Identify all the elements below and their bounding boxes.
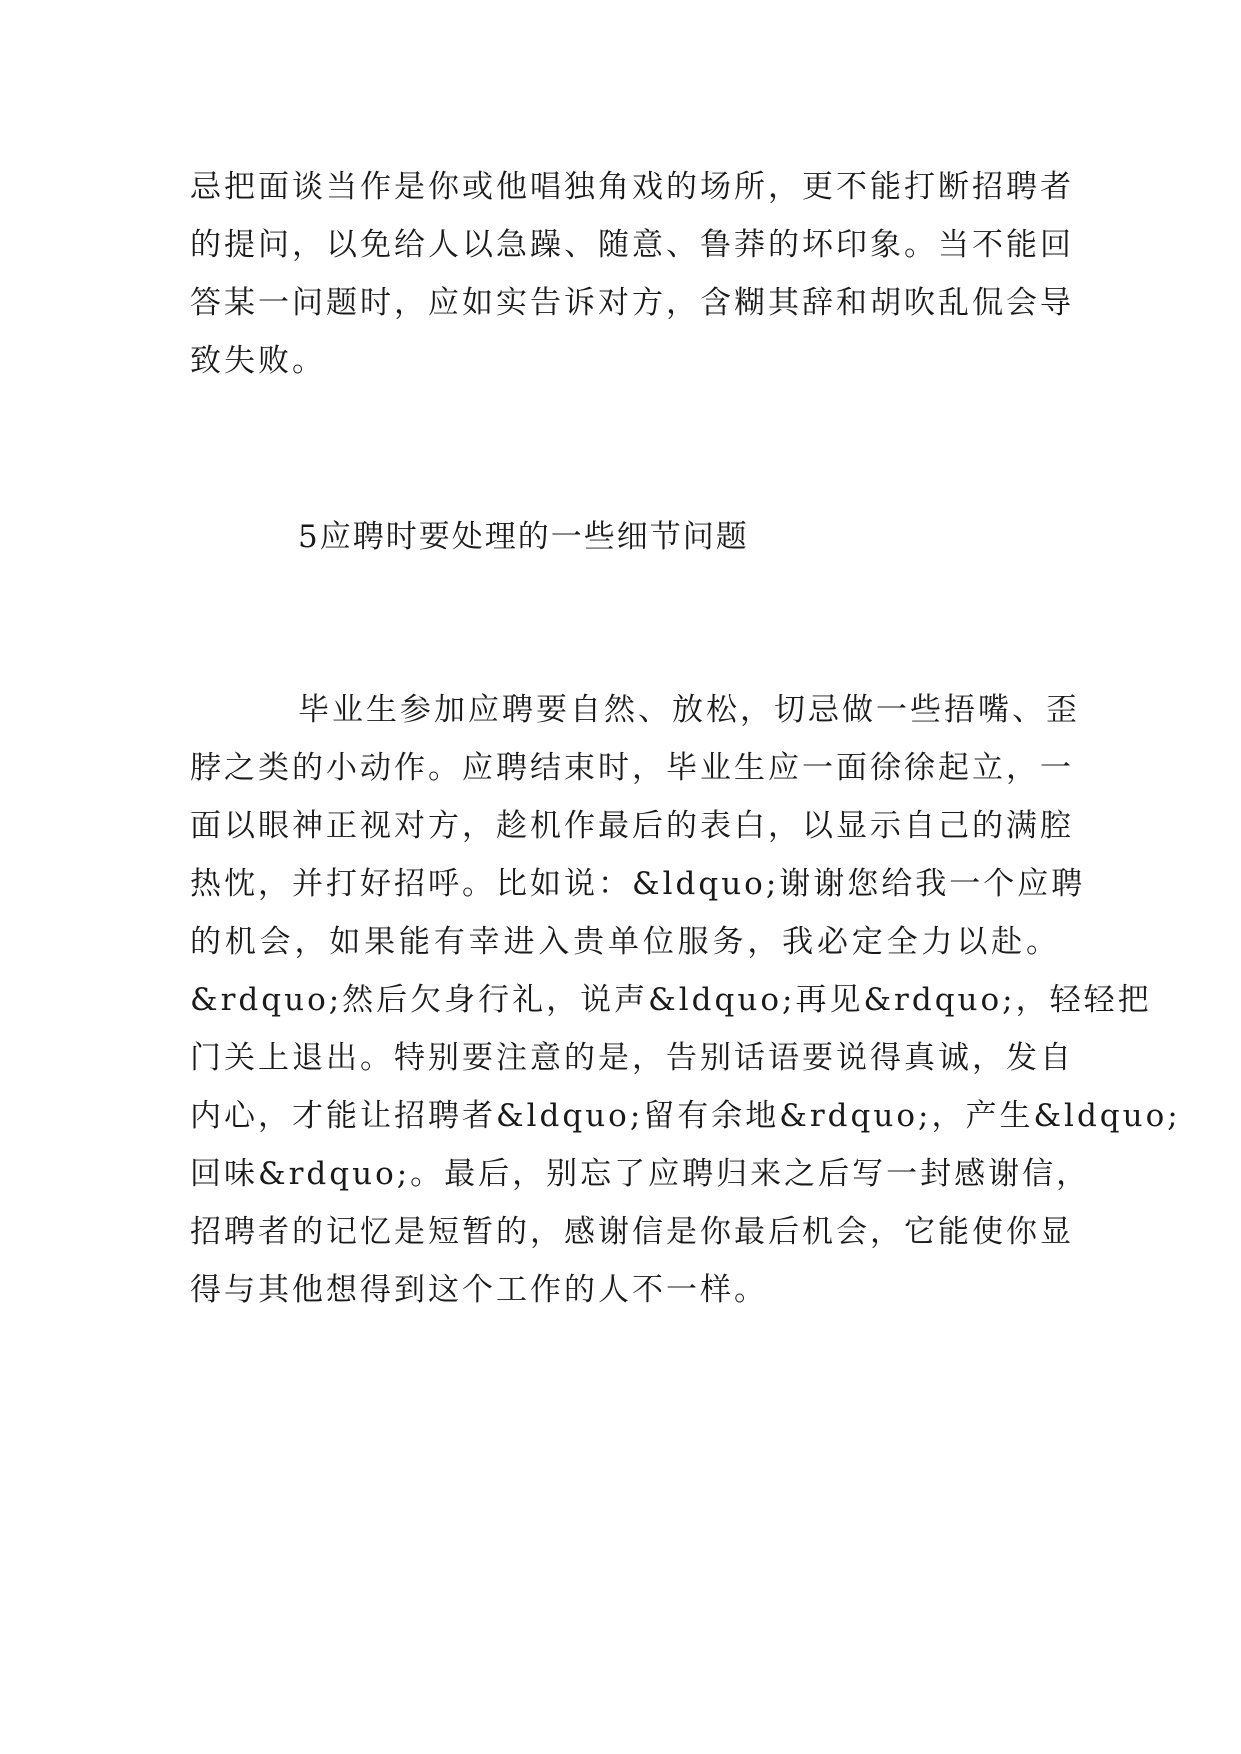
paragraph-2-line: 回味&rdquo;。最后，别忘了应聘归来之后写一封感谢信， bbox=[190, 1156, 1091, 1192]
paragraph-1-line: 答某一问题时，应如实告诉对方，含糊其辞和胡吹乱侃会导 bbox=[190, 285, 1074, 321]
paragraph-1-line: 致失败。 bbox=[190, 343, 326, 379]
paragraph-2-line: 脖之类的小动作。应聘结束时，毕业生应一面徐徐起立，一 bbox=[190, 750, 1074, 786]
paragraph-1-line: 的提问，以免给人以急躁、随意、鲁莽的坏印象。当不能回 bbox=[190, 227, 1074, 263]
paragraph-2-line: 热忱，并打好招呼。比如说：&ldquo;谢谢您给我一个应聘 bbox=[190, 866, 1086, 902]
paragraph-2-line: 面以眼神正视对方，趁机作最后的表白，以显示自己的满腔 bbox=[190, 808, 1074, 844]
paragraph-2-line: 招聘者的记忆是短暂的，感谢信是你最后机会，它能使你显 bbox=[190, 1214, 1074, 1250]
section-heading: 5应聘时要处理的一些细节问题 bbox=[298, 519, 749, 555]
paragraph-2-line: 的机会，如果能有幸进入贵单位服务，我必定全力以赴。 bbox=[190, 924, 1060, 960]
paragraph-2-line: 得与其他想得到这个工作的人不一样。 bbox=[190, 1272, 768, 1308]
paragraph-2-line: 毕业生参加应聘要自然、放松，切忌做一些捂嘴、歪 bbox=[298, 692, 1080, 728]
paragraph-1-line: 忌把面谈当作是你或他唱独角戏的场所，更不能打断招聘者 bbox=[190, 169, 1074, 205]
paragraph-2-line: 内心，才能让招聘者&ldquo;留有余地&rdquo;，产生&ldquo; bbox=[190, 1098, 1181, 1134]
paragraph-2-line: &rdquo;然后欠身行礼，说声&ldquo;再见&rdquo;，轻轻把 bbox=[190, 982, 1152, 1018]
paragraph-2-line: 门关上退出。特别要注意的是，告别话语要说得真诚，发自 bbox=[190, 1040, 1074, 1076]
